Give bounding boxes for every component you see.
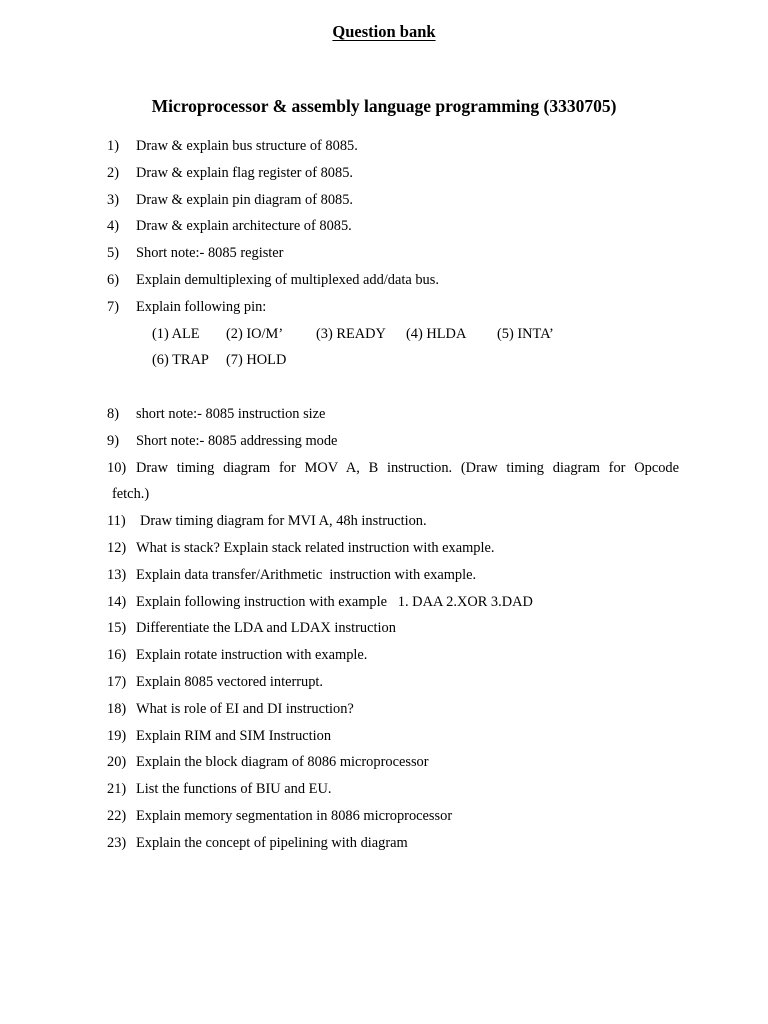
pin-label: (5) INTA’ [497,325,554,342]
question-item [107,428,679,455]
question-item [107,830,679,857]
question-item [107,669,679,696]
question-number: 10) [107,459,127,476]
question-number: 12) [107,539,127,556]
question-number: 21) [107,781,127,798]
question-text: Explain rotate instruction with example. [136,647,368,664]
pin-list-row-1 [107,321,679,348]
question-item [107,642,679,669]
question-number: 15) [107,620,127,637]
question-text: Explain the concept of pipelining with diagram [136,834,408,851]
question-text: Explain memory segmentation in 8086 microprocessor [136,807,453,824]
question-item [107,615,679,642]
question-number: 14) [107,593,127,610]
question-text-continued: fetch.) [112,486,150,503]
question-item [107,562,679,589]
question-item [107,508,679,535]
question-text: Explain RIM and SIM Instruction [136,727,332,744]
question-text: Explain data transfer/Arithmetic instruction with example. [136,566,477,583]
question-number: 23) [107,834,127,851]
question-item [107,133,679,160]
question-number: 1) [107,138,119,154]
question-text: Short note:- 8085 register [136,245,284,262]
question-text: What is role of EI and DI instruction? [136,700,354,717]
question-text: Explain following pin: [136,298,267,315]
question-number: 16) [107,647,127,664]
question-item [107,749,679,776]
question-text: Draw timing diagram for MVI A, 48h instruction. [140,513,427,530]
question-number: 7) [107,298,119,315]
pin-list-row-2 [107,347,679,374]
question-number: 17) [107,673,127,690]
question-list [107,133,679,857]
pin-label: (4) HLDA [406,325,467,342]
question-item [107,401,679,428]
question-item [107,455,679,482]
pin-label: (3) READY [316,325,386,342]
pin-label: (1) ALE [152,325,200,342]
question-text: List the functions of BIU and EU. [136,781,332,798]
question-text: Draw & explain flag register of 8085. [136,164,353,181]
question-item [107,589,679,616]
question-number: 5) [107,245,119,262]
question-item [107,776,679,803]
question-number: 2) [107,164,119,181]
question-number: 3) [107,191,119,208]
question-number: 22) [107,807,127,824]
question-item [107,723,679,750]
question-number: 18) [107,700,127,717]
question-text: Draw timing diagram for MOV A, B instruction. (Draw timing diagram for Opcode [136,459,679,476]
subject-title: Microprocessor & assembly language programming (3330705) [151,96,617,116]
question-text: Explain 8085 vectored interrupt. [136,673,324,690]
question-item [107,803,679,830]
question-text: Draw & explain pin diagram of 8085. [136,191,354,208]
question-item [107,535,679,562]
question-text: Explain following instruction with example 1. DAA 2.XOR 3.DAD [136,593,533,610]
question-text: short note:- 8085 instruction size [136,405,326,422]
question-item [107,696,679,723]
question-text: Draw & explain architecture of 8085. [136,218,352,235]
question-number: 6) [107,271,119,288]
question-item [107,294,679,321]
question-text: Short note:- 8085 addressing mode [136,432,338,449]
question-item [107,187,679,214]
question-number: 9) [107,432,119,449]
question-continuation [107,481,679,508]
page-title: Question bank [332,22,436,41]
pin-label: (2) IO/M’ [226,325,284,342]
question-number: 11) [107,513,126,530]
question-item [107,160,679,187]
question-number: 20) [107,754,127,771]
question-item [107,267,679,294]
question-text: Differentiate the LDA and LDAX instruction [136,620,396,637]
pin-label: (6) TRAP [152,352,209,369]
question-number: 4) [107,218,119,235]
question-text: What is stack? Explain stack related instruction with example. [136,539,495,556]
question-number: 8) [107,405,119,422]
question-text: Draw & explain bus structure of 8085. [136,138,358,154]
question-text: Explain demultiplexing of multiplexed add/data bus. [136,271,439,288]
question-item [107,213,679,240]
question-text: Explain the block diagram of 8086 microprocessor [136,754,429,771]
pin-label: (7) HOLD [226,352,287,369]
question-item [107,240,679,267]
question-number: 19) [107,727,127,744]
question-number: 13) [107,566,127,583]
blank-line [107,374,679,401]
